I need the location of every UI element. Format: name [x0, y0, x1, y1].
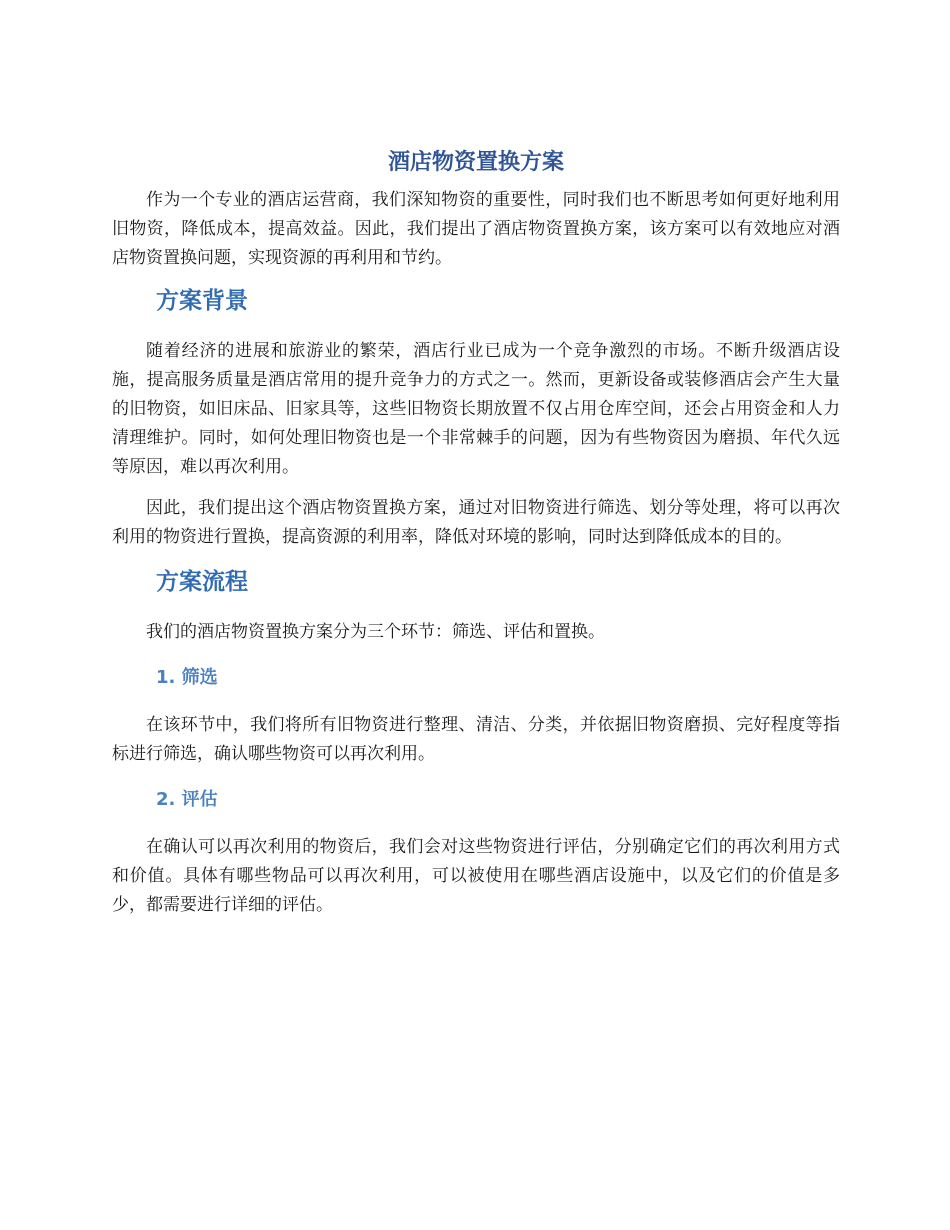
evaluation-paragraph: 在确认可以再次利用的物资后，我们会对这些物资进行评估，分别确定它们的再次利用方式和价值。具体有哪些物品可以再次利用，可以被使用在哪些酒店设施中，以及它们的价值是多少，都需要进行详细的评估。 — [112, 837, 840, 915]
screening-paragraph: 在该环节中，我们将所有旧物资进行整理、清洁、分类，并依据旧物资磨损、完好程度等指标进行筛选，确认哪些物资可以再次利用。 — [112, 715, 840, 764]
document-page — [112, 146, 840, 920]
section-heading-process: 方案流程 — [156, 569, 248, 595]
background-paragraph-2: 因此，我们提出这个酒店物资置换方案，通过对旧物资进行筛选、划分等处理，将可以再次利用的物资进行置换，提高资源的利用率，降低对环境的影响，同时达到降低成本的目的。 — [112, 498, 840, 547]
background-paragraph-1: 随着经济的进展和旅游业的繁荣，酒店行业已成为一个竞争激烈的市场。不断升级酒店设施，提高服务质量是酒店常用的提升竞争力的方式之一。然而，更新设备或装修酒店会产生大量的旧物资，如旧床品、旧家具等，这些旧物资长期放置不仅占用仓库空间，还会占用资金和人力清理维护。同时，如何处理旧物资也是一个非常棘手的问题，因为有些物资因为磨损、年代久远等原因，难以再次利用。 — [112, 341, 840, 477]
subsection-heading-screening: 1. 筛选 — [156, 667, 218, 688]
intro-paragraph: 作为一个专业的酒店运营商，我们深知物资的重要性，同时我们也不断思考如何更好地利用旧物资，降低成本，提高效益。因此，我们提出了酒店物资置换方案，该方案可以有效地应对酒店物资置换问题，实现资源的再利用和节约。 — [112, 190, 840, 268]
section-heading-background: 方案背景 — [156, 288, 248, 314]
subsection-heading-evaluation: 2. 评估 — [156, 789, 218, 810]
process-paragraph: 我们的酒店物资置换方案分为三个环节：筛选、评估和置换。 — [146, 622, 605, 642]
document-title: 酒店物资置换方案 — [387, 150, 564, 175]
